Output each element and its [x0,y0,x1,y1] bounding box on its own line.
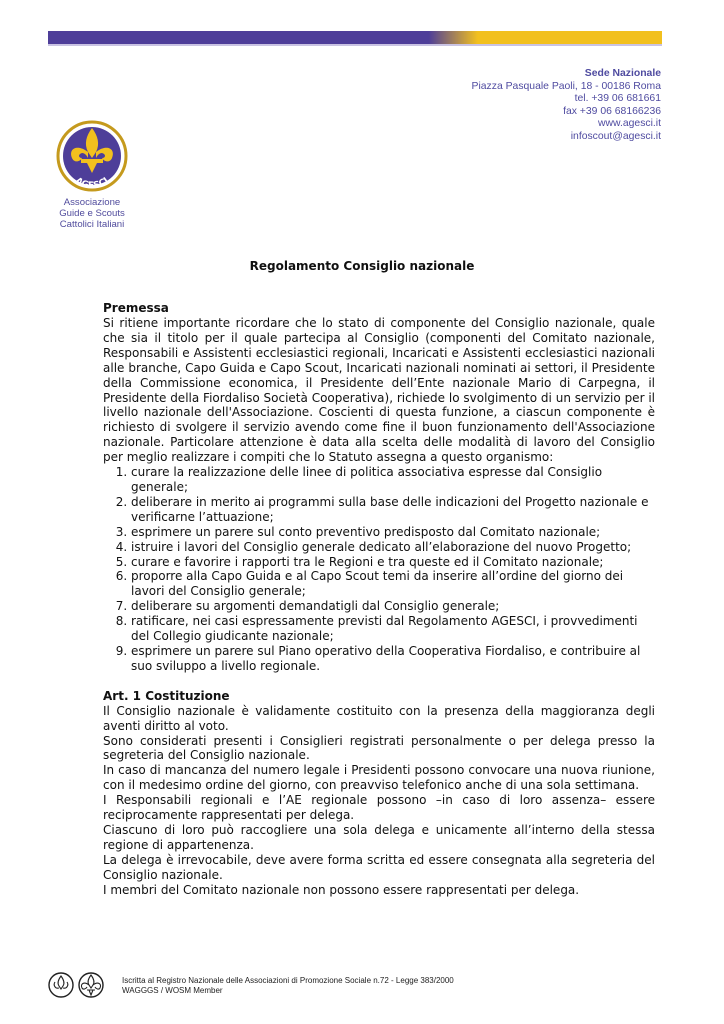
sede-tel: tel. +39 06 681661 [574,93,661,105]
caption-line-2: Guide e Scouts [59,208,125,219]
list-item: 9. esprimere un parere sul Piano operativo della Cooperativa Fiordaliso, e contribuire al suo sviluppo a livello regionale. [131,644,655,674]
document-title: Regolamento Consiglio nazionale [249,259,475,273]
art1-paragraph: Ciascuno di loro può raccogliere una sola delega e unicamente all’interno della stessa regione di appartenenza. [103,823,655,852]
art1-heading: Art. 1 Costituzione [103,688,230,703]
association-caption [46,197,138,230]
sede-nazionale-block [472,68,661,144]
art1-paragraph: Il Consiglio nazionale è validamente costituito con la presenza della maggioranza degli aventi diritto al voto. [103,703,655,733]
agesci-logo-icon [54,118,130,198]
list-item: 1. curare la realizzazione delle linee di politica associativa espresse dal Consiglio generale; [131,465,655,495]
art1-paragraph: I membri del Comitato nazionale non possono essere rappresentati per delega. [103,882,580,897]
sede-web: www.agesci.it [598,118,661,130]
header-band-shadow [48,44,662,46]
header-color-band [48,31,662,45]
premessa-body: Si ritiene importante ricordare che lo stato di componente del Consiglio nazionale, quale che sia il titolo per il quale partecipa al Consiglio (componenti del Comitato nazionale, Responsabili e Assistenti ecclesiastici regionali, Incaricati e Assistenti ecclesiastici nazionali alle branche, Capo Guida e Capo Scout, Incaricati nazionali nominati ai settori, il Presidente della Commissione economica, il Presidente dell’Ente nazionale Mario di Carpegna, il Presidente della Fiordaliso Società Cooperativa), richiede lo svolgimento di un servizio per il livello nazionale dell'Associazione. Coscienti di questa funzione, a ciascun componente è richiesto di svolgere il servizio avendo come fine il buon funzionamento dell'Associazione nazionale. Particolare attenzione è data alla scelta delle modalità di lavoro del Consiglio per meglio realizzare i compiti che lo Statuto assegna a questo organismo: [103,316,655,465]
footer-membership-line: WAGGGS / WOSM Member [122,986,223,995]
footer-registry-line: Iscritta al Registro Nazionale delle Associazioni di Promozione Sociale n.72 - Legge 383/2000 [122,976,454,985]
wagggs-wosm-logos-icon [47,971,107,999]
document-body [103,301,655,898]
caption-line-1: Associazione [63,197,121,208]
sede-address: Piazza Pasquale Paoli, 18 - 00186 Roma [471,80,661,92]
list-item: 6. proporre alla Capo Guida e al Capo Scout temi da inserire all’ordine del giorno dei lavori del Consiglio generale; [131,569,655,599]
list-item: 7. deliberare su argomenti demandatigli dal Consiglio generale; [131,599,655,614]
logo-emblem-text: AGESCI [73,176,111,192]
compiti-list [103,465,655,674]
sede-title: Sede Nazionale [584,68,661,79]
footer-legal [122,976,454,996]
list-item: 4. istruire i lavori del Consiglio generale dedicato all’elaborazione del nuovo Progetto; [131,540,655,555]
art1-paragraph: La delega è irrevocabile, deve avere forma scritta ed essere consegnata alla segreteria del Consiglio nazionale. [103,852,655,882]
caption-line-3: Cattolici Italiani [59,219,125,230]
list-item: 8. ratificare, nei casi espressamente previsti dal Regolamento AGESCI, i provvedimenti del Collegio giudicante nazionale; [131,614,655,644]
list-item: 2. deliberare in merito ai programmi sulla base delle indicazioni del Progetto nazionale e verificarne l’attuazione; [131,495,655,525]
art1-paragraph: Sono considerati presenti i Consiglieri registrati personalmente o per delega presso la segreteria del Consiglio nazionale. [103,733,655,763]
art1-paragraph: I Responsabili regionali e l’AE regionale possono –in caso di loro assenza– essere reciprocamente rappresentati per delega. [103,793,655,823]
sede-email: infoscout@agesci.it [570,130,661,142]
section-spacer [103,674,655,689]
list-item: 3. esprimere un parere sul conto preventivo predisposto dal Comitato nazionale; [131,525,655,540]
art1-paragraph: In caso di mancanza del numero legale i Presidenti possono convocare una nuova riunione, con il medesimo ordine del giorno, con preavviso telefonico anche di una sola settimana. [103,763,655,793]
list-item: 5. curare e favorire i rapporti tra le Regioni e tra queste ed il Comitato nazionale; [131,555,655,570]
premessa-heading: Premessa [103,301,169,315]
sede-fax: fax +39 06 68166236 [563,105,661,117]
